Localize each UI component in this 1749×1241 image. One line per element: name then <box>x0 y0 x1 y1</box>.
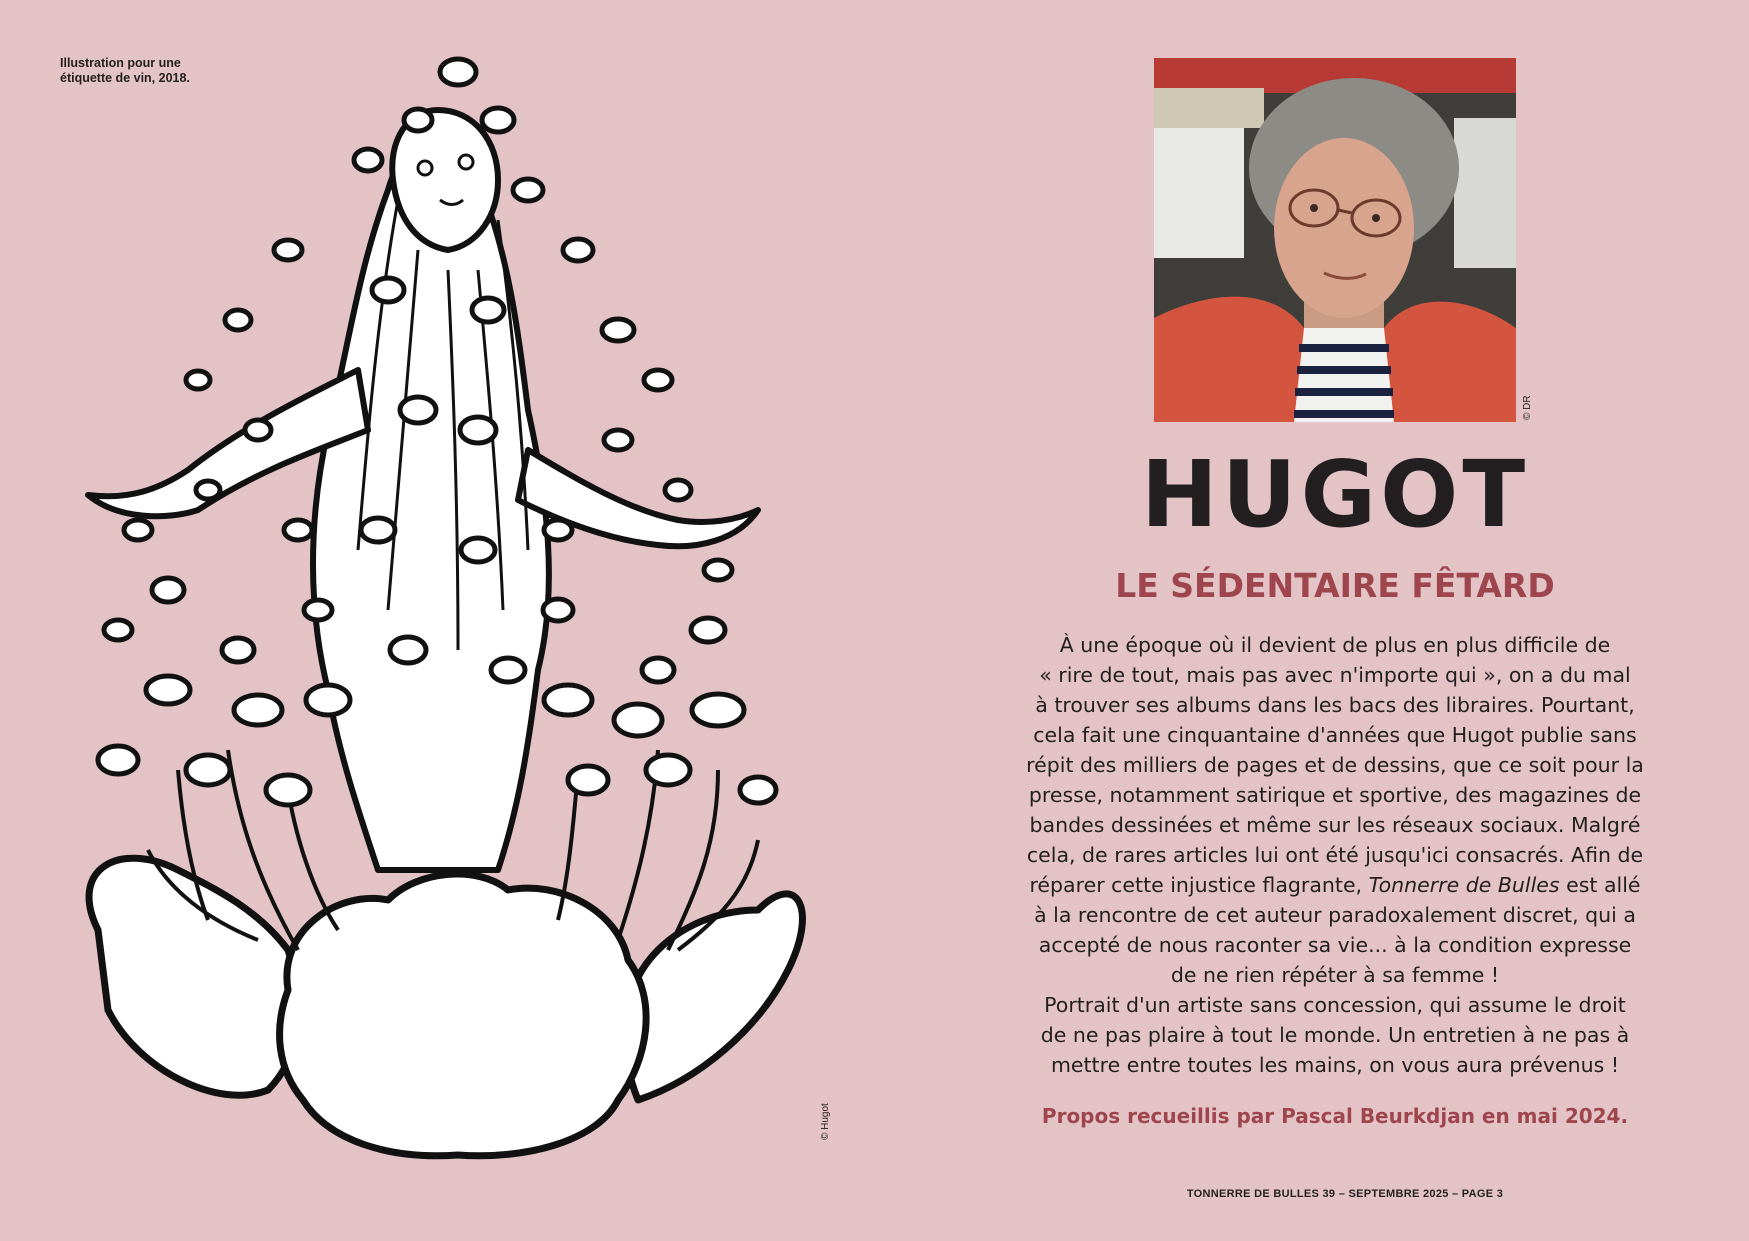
intro-line: accepté de nous raconter sa vie... à la condition expresse <box>1038 933 1632 957</box>
caption-line-2: étiquette de vin, 2018. <box>60 71 190 85</box>
intro-line: presse, notamment satirique et sportive, des magazines de <box>1028 783 1642 807</box>
intro-line: à trouver ses albums dans les bacs des libraires. Pourtant, <box>1035 693 1635 717</box>
intro-line: à la rencontre de cet auteur paradoxalement discret, qui a <box>1034 903 1636 927</box>
intro-line: réparer cette injustice flagrante, Tonnerre de Bulles est allé <box>1029 873 1641 897</box>
magazine-name: Tonnerre de Bulles <box>1368 873 1560 897</box>
page-footer: TONNERRE DE BULLES 39 – SEPTEMBRE 2025 – PAGE 3 <box>1186 1188 1504 1200</box>
intro-line: Portrait d'un artiste sans concession, qui assume le droit <box>1044 993 1626 1017</box>
intro-line: cela fait une cinquantaine d'années que Hugot publie sans <box>1033 723 1637 747</box>
intro-line: de ne rien répéter à sa femme ! <box>1170 963 1500 987</box>
portrait-image <box>1154 58 1516 422</box>
illustration-credit: © Hugot <box>820 1103 831 1140</box>
caption-line-1: Illustration pour une <box>60 56 181 70</box>
intro-line: répit des milliers de pages et de dessins, que ce soit pour la <box>1026 753 1644 777</box>
intro-line: cela, de rares articles lui ont été jusqu'ici consacrés. Afin de <box>1026 843 1644 867</box>
portrait-credit: © DR <box>1522 395 1533 420</box>
article-subtitle: LE SÉDENTAIRE FÊTARD <box>1115 566 1555 605</box>
intro-line: mettre entre toutes les mains, on vous aura prévenus ! <box>1050 1053 1620 1077</box>
intro-line: bandes dessinées et même sur les réseaux sociaux. Malgré <box>1029 813 1641 837</box>
article-byline: Propos recueillis par Pascal Beurkdjan en mai 2024. <box>1041 1104 1629 1128</box>
article-title: HUGOT <box>1140 441 1530 548</box>
article-intro <box>1010 630 1660 1080</box>
intro-line: « rire de tout, mais pas avec n'importe qui », on a du mal <box>1039 663 1631 687</box>
intro-line: de ne pas plaire à tout le monde. Un entretien à ne pas à <box>1040 1023 1630 1047</box>
venus-illustration <box>58 50 828 1170</box>
portrait-photo <box>1154 58 1516 422</box>
intro-line: À une époque où il devient de plus en plus difficile de <box>1059 633 1611 657</box>
